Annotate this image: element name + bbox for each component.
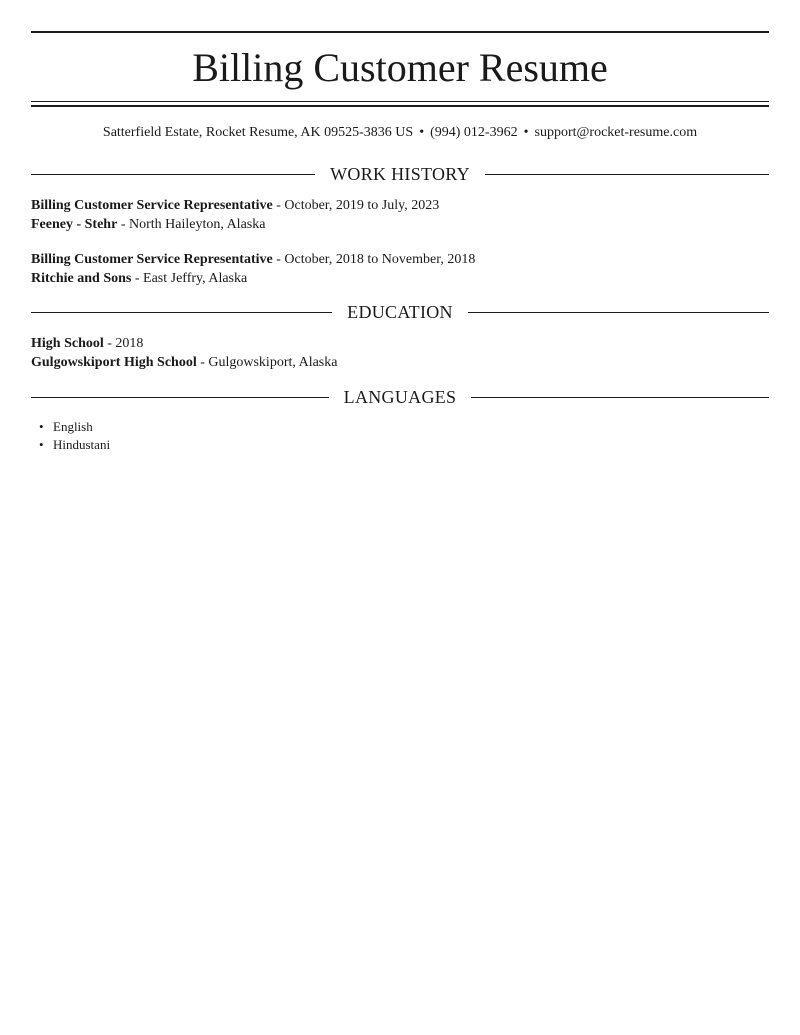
languages-heading xyxy=(31,385,769,409)
education-year: - 2018 xyxy=(107,336,144,351)
heading-rule-left xyxy=(31,312,332,313)
contact-email: support@rocket-resume.com xyxy=(534,125,698,140)
language-name: Hindustani xyxy=(53,437,111,452)
bullet-icon: • xyxy=(39,437,44,452)
job-title-line xyxy=(31,251,769,269)
job-company: Feeney - Stehr xyxy=(31,217,118,232)
education-degree: High School xyxy=(31,336,104,351)
section-title: EDUCATION xyxy=(347,302,453,322)
heading-rule-right xyxy=(485,174,769,175)
language-name: English xyxy=(53,419,93,434)
heading-rule-left xyxy=(31,397,329,398)
section-title: WORK HISTORY xyxy=(330,164,470,184)
job-dates: - October, 2018 to November, 2018 xyxy=(276,252,476,267)
job-company-line xyxy=(31,270,769,288)
title-rule-thin xyxy=(31,101,769,102)
resume-title: Billing Customer Resume xyxy=(192,45,608,90)
contact-address: Satterfield Estate, Rocket Resume, AK 09525-3836 US xyxy=(102,125,414,140)
education-location: - Gulgowskiport, Alaska xyxy=(200,355,338,370)
job-title-line xyxy=(31,197,769,215)
heading-rule-left xyxy=(31,174,315,175)
education-school: Gulgowskiport High School xyxy=(31,355,197,370)
education-degree-line xyxy=(31,335,769,353)
job-location: - North Haileyton, Alaska xyxy=(120,217,266,232)
job-title: Billing Customer Service Representative xyxy=(31,198,273,213)
job-location: - East Jeffry, Alaska xyxy=(134,271,248,286)
list-item xyxy=(31,418,110,436)
contact-separator: • xyxy=(523,125,529,140)
job-title: Billing Customer Service Representative xyxy=(31,252,273,267)
heading-rule-right xyxy=(468,312,769,313)
section-title: LANGUAGES xyxy=(343,387,457,407)
list-item xyxy=(31,436,110,454)
top-rule xyxy=(31,31,769,33)
languages-list xyxy=(31,418,110,454)
work-history-heading xyxy=(31,162,769,186)
job-dates: - October, 2019 to July, 2023 xyxy=(276,198,440,213)
education-heading xyxy=(31,300,769,324)
education-school-line xyxy=(31,354,769,372)
title-rule-thick xyxy=(31,105,769,107)
contact-line xyxy=(31,124,769,142)
job-company: Ritchie and Sons xyxy=(31,271,132,286)
contact-separator: • xyxy=(419,125,425,140)
contact-phone: (994) 012-3962 xyxy=(430,125,518,140)
job-company-line xyxy=(31,216,769,234)
bullet-icon: • xyxy=(39,419,44,434)
heading-rule-right xyxy=(471,397,769,398)
